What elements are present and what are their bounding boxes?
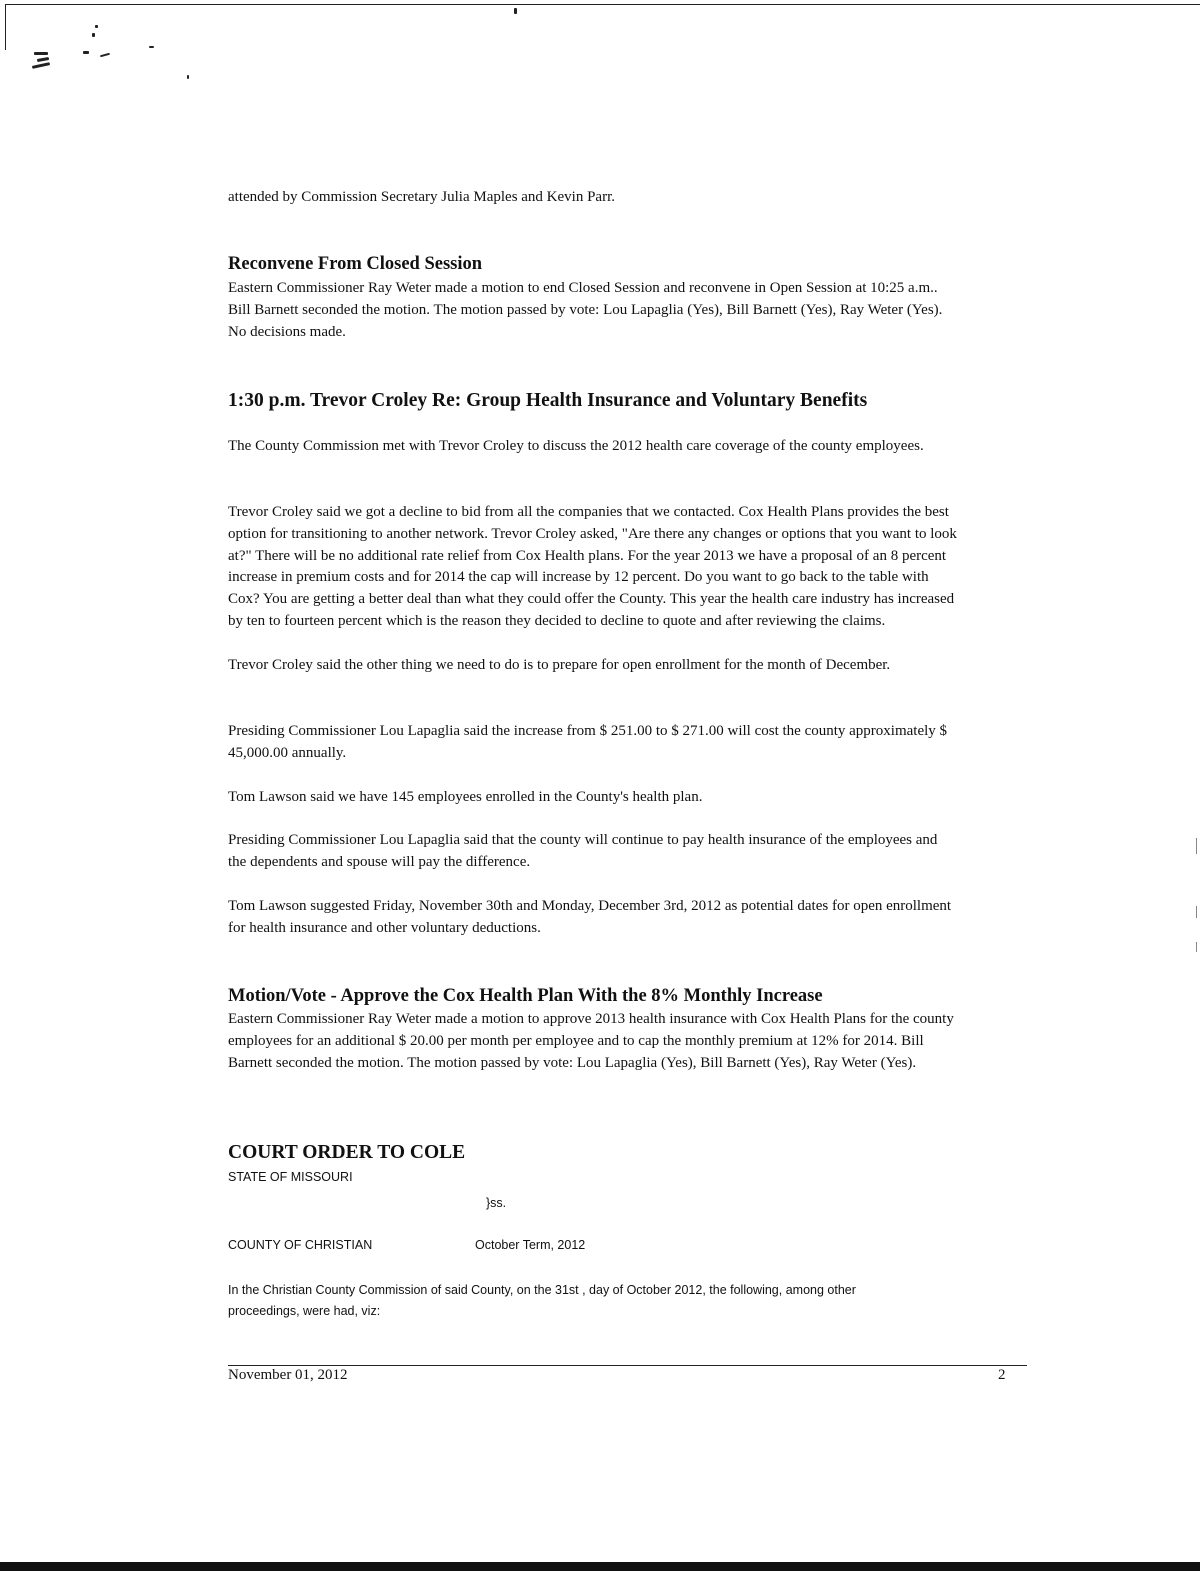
scan-speck — [83, 51, 89, 54]
scan-speck — [37, 57, 49, 62]
scan-speck — [187, 75, 189, 79]
scan-speck — [34, 52, 48, 55]
state-label: STATE OF MISSOURI — [228, 1170, 353, 1184]
term-label: October Term, 2012 — [475, 1238, 586, 1252]
croley-paragraph-5: Tom Lawson said we have 145 employees enrolled in the County's health plan. — [228, 789, 703, 805]
reconvene-heading: Reconvene From Closed Session — [228, 254, 483, 274]
scan-speck — [514, 8, 517, 14]
croley-paragraph-7: Tom Lawson suggested Friday, November 30th and Monday, December 3rd, 2012 as potential dates for open enrollment for health insurance and other voluntary deductions. — [228, 898, 952, 936]
footer-rule — [228, 1365, 1027, 1366]
croley-paragraph-3: Trevor Croley said the other thing we need to do is to prepare for open enrollment for the month of December. — [228, 657, 891, 673]
scan-tick — [1196, 906, 1197, 918]
intro-line: attended by Commission Secretary Julia Maples and Kevin Parr. — [228, 189, 616, 205]
croley-paragraph-2: Trevor Croley said we got a decline to bid from all the companies that we contacted. Cox Health Plans provides the best option for transitioning to another network. Trevor Croley asked, "Are there any changes or options that you want to look at?" There will be no additional rate relief from Cox Health plans. For the year 2013 we have a proposal of an 8 percent increase in premium costs and for 2014 the cap will increase by 12 percent. Do you want to go back to the table with Cox? You are getting a better deal than what they could offer the County. This year the health care industry has increased by ten to fourteen percent which is the reason they decided to decline to quote and after reviewing the claims. — [228, 504, 957, 629]
motion-body: Eastern Commissioner Ray Weter made a motion to approve 2013 health insurance with Cox Health Plans for the county employees for an additional $ 20.00 per month per employee and to cap the monthly premium at 12% for 2014. Bill Barnett seconded the motion. The motion passed by vote: Lou Lapaglia (Yes), Bill Barnett (Yes), Ray Weter (Yes). — [228, 1011, 954, 1071]
scan-edge-left — [5, 4, 6, 50]
scan-edge-top — [6, 4, 1200, 5]
court-order-heading: COURT ORDER TO COLE — [228, 1142, 466, 1163]
motion-heading: Motion/Vote - Approve the Cox Health Plan With the 8% Monthly Increase — [228, 986, 823, 1006]
reconvene-body: Eastern Commissioner Ray Weter made a motion to end Closed Session and reconvene in Open Session at 10:25 a.m.. Bill Barnett seconded the motion. The motion passed by vote: Lou Lapaglia (Yes), Bill Barnett (Yes), Ray Weter (Yes). No decisions made. — [228, 280, 943, 340]
scan-tick — [1196, 942, 1197, 952]
scan-edge-bottom — [0, 1562, 1200, 1571]
scan-speck — [95, 25, 98, 28]
scan-speck — [100, 53, 110, 58]
scan-speck — [149, 46, 154, 48]
county-label: COUNTY OF CHRISTIAN — [228, 1238, 373, 1252]
croley-heading: 1:30 p.m. Trevor Croley Re: Group Health Insurance and Voluntary Benefits — [228, 390, 868, 411]
ss-mark: }ss. — [486, 1196, 507, 1210]
croley-paragraph-4: Presiding Commissioner Lou Lapaglia said the increase from $ 251.00 to $ 271.00 will cost the county approximately $ 45,000.00 annually. — [228, 723, 948, 761]
scan-tick — [1196, 838, 1197, 854]
footer-date: November 01, 2012 — [228, 1367, 348, 1383]
page-number: 2 — [998, 1367, 1006, 1383]
scan-speck — [92, 33, 95, 37]
scan-speck — [32, 62, 50, 69]
croley-paragraph-1: The County Commission met with Trevor Croley to discuss the 2012 health care coverage of the county employees. — [228, 438, 924, 454]
proceedings-text: In the Christian County Commission of said County, on the 31st , day of October 2012, the following, among other proceedings, were had, viz: — [228, 1283, 856, 1318]
croley-paragraph-6: Presiding Commissioner Lou Lapaglia said that the county will continue to pay health insurance of the employees and the dependents and spouse will pay the difference. — [228, 832, 938, 870]
